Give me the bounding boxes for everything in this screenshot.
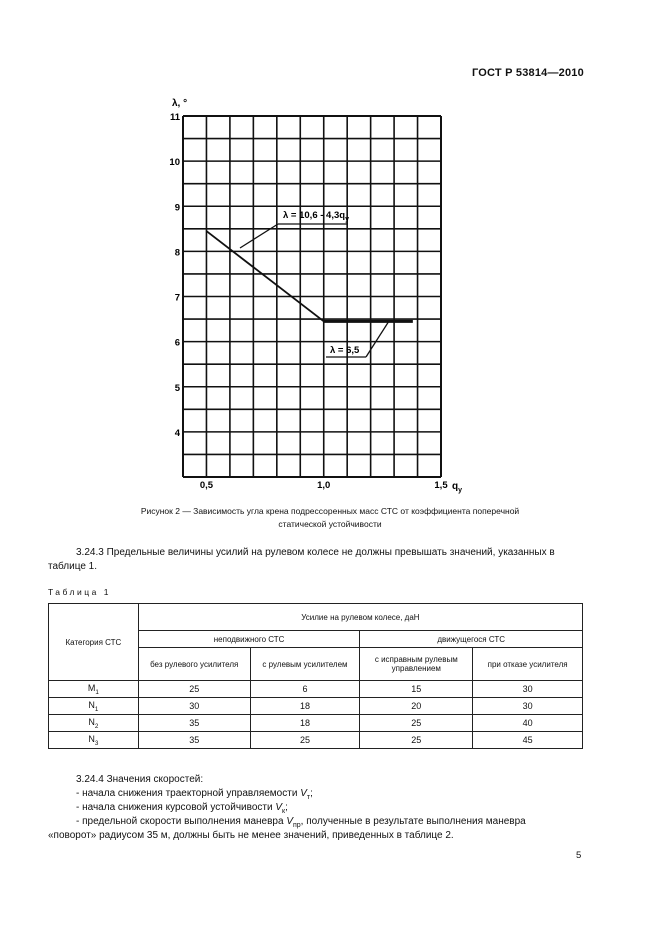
table-row	[49, 732, 583, 749]
section-3-24-3: 3.24.3 Предельные величины усилий на рулевом колесе не должны превышать значений, указанных в таблице 1.	[48, 547, 555, 572]
figure-caption	[80, 505, 580, 531]
document-id: ГОСТ Р 53814—2010	[472, 67, 584, 79]
x-axis-label: $q_y$	[452, 481, 463, 494]
cell: 40	[473, 715, 583, 732]
section-3-24-4-title: 3.24.4 Значения скоростей:	[76, 774, 204, 785]
cell: 35	[138, 732, 250, 749]
header-moving: движущегося СТС	[360, 631, 583, 648]
x-tick-label: 1,0	[317, 480, 331, 491]
series-2-leader	[366, 321, 389, 357]
y-tick-label: 10	[169, 157, 180, 169]
subheader-2: с рулевым усилителем	[250, 648, 360, 681]
caption-line-1: Рисунок 2 — Зависимость угла крена подрессоренных масс СТС от коэффициента поперечной	[140, 506, 520, 516]
cell: 35	[138, 715, 250, 732]
y-axis-label: λ, °	[172, 98, 188, 109]
list-item-continuation: «поворот» радиусом 35 м, должны быть не менее значений, приведенных в таблице 2.	[48, 830, 454, 841]
cell: 20	[360, 698, 473, 715]
series-1-label: $\lambda = 10,6 - 4,3q_y$	[283, 210, 349, 223]
header-force: Усилие на рулевом колесе, даН	[138, 604, 582, 631]
y-tick-label: 7	[174, 292, 180, 304]
cell: 18	[250, 715, 360, 732]
list-item: - начала снижения траекторной управляемости $V_т$;	[76, 788, 313, 801]
header-stationary: неподвижного СТС	[138, 631, 360, 648]
chart-ticks	[169, 112, 448, 491]
table-row	[49, 715, 583, 732]
cell: 45	[473, 732, 583, 749]
y-tick-label: 6	[174, 337, 180, 349]
cell: 25	[250, 732, 360, 749]
table-row	[49, 698, 583, 715]
y-tick-label: 9	[174, 202, 180, 214]
chart-grid	[183, 116, 441, 477]
table-row	[49, 681, 583, 698]
row-category: $N_2$	[49, 715, 139, 732]
row-category: $N_1$	[49, 698, 139, 715]
list-item: - предельной скорости выполнения маневра $V_{пр}$, полученные в результате выполнения маневра	[76, 816, 526, 829]
y-tick-label: 4	[174, 427, 180, 439]
cell: 25	[360, 715, 473, 732]
header-category: Категория СТС	[49, 604, 139, 681]
series-2-label: λ = 6,5	[330, 345, 360, 356]
chart-series	[206, 231, 412, 321]
y-tick-label: 8	[174, 247, 180, 259]
list-item: - начала снижения курсовой устойчивости $V_к$;	[76, 802, 288, 815]
caption-line-2: статической устойчивости	[278, 519, 382, 529]
cell: 18	[250, 698, 360, 715]
steering-force-table	[48, 603, 583, 749]
series-1-leader	[240, 224, 278, 248]
row-category: $N_3$	[49, 732, 139, 749]
subheader-1: без рулевого усилителя	[138, 648, 250, 681]
x-tick-label: 1,5	[434, 480, 448, 491]
cell: 25	[138, 681, 250, 698]
table-label: Таблица 1	[48, 587, 111, 597]
cell: 6	[250, 681, 360, 698]
subheader-4: при отказе усилителя	[473, 648, 583, 681]
cell: 30	[138, 698, 250, 715]
cell: 30	[473, 698, 583, 715]
row-category: $M_1$	[49, 681, 139, 698]
series-line-1	[206, 231, 323, 321]
page-number: 5	[576, 850, 582, 861]
y-tick-label: 11	[169, 112, 180, 123]
x-tick-label: 0,5	[199, 480, 214, 491]
cell: 15	[360, 681, 473, 698]
y-tick-label: 5	[174, 382, 180, 394]
cell: 25	[360, 732, 473, 749]
cell: 30	[473, 681, 583, 698]
subheader-3: с исправным рулевым управлением	[360, 648, 473, 681]
